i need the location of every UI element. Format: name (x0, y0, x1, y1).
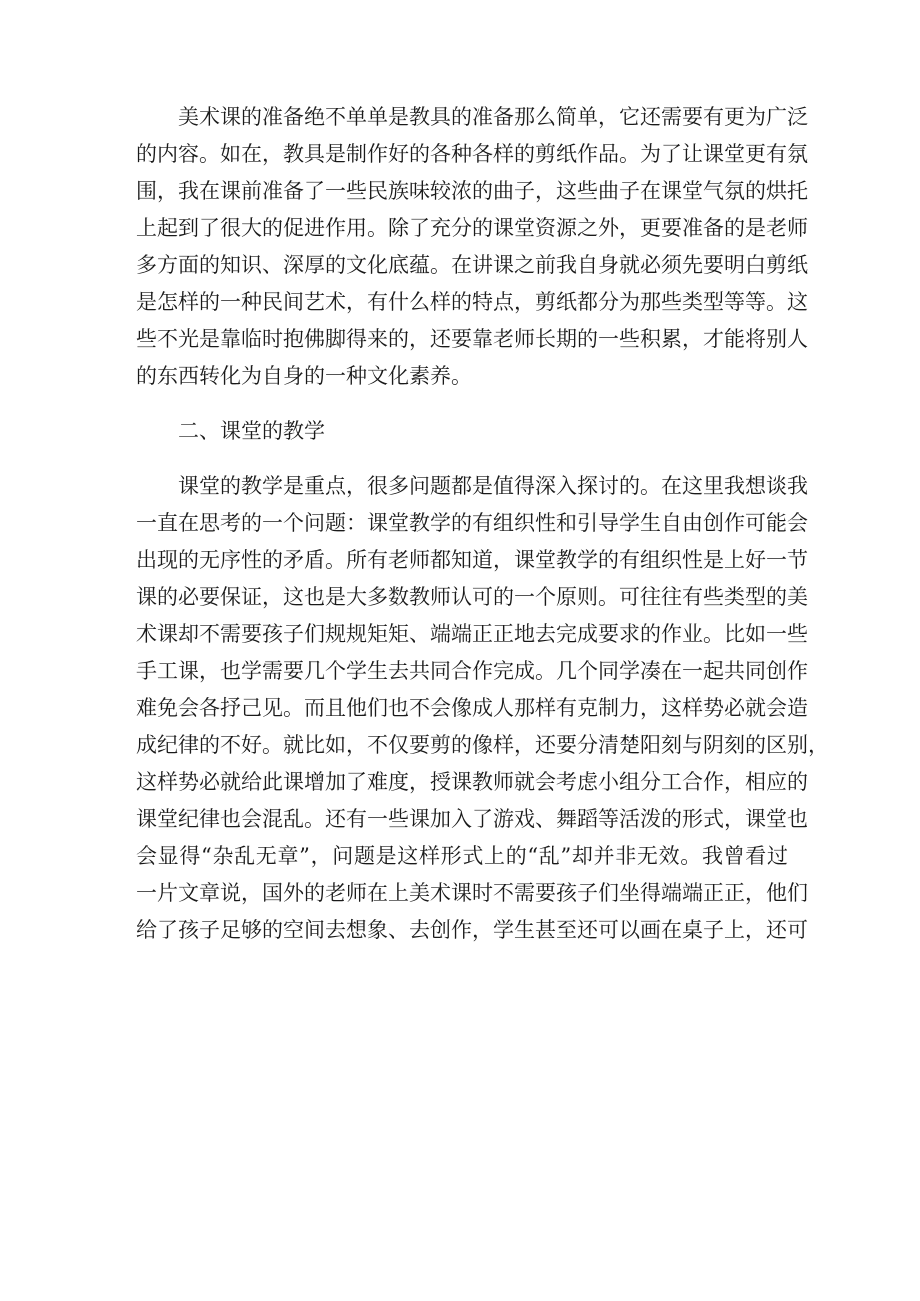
text-line: 是怎样的一种民间艺术，有什么样的特点，剪纸都分为那些类型等等。这 (136, 290, 808, 314)
text-line: 一片文章说，国外的老师在上美术课时不需要孩子们坐得端端正正，他们 (136, 881, 808, 905)
text-line: 难免会各抒己见。而且他们也不会像成人那样有克制力，这样势必就会造 (136, 696, 808, 720)
document-body (136, 100, 829, 950)
text-line: 课堂纪律也会混乱。还有一些课加入了游戏、舞蹈等活泼的形式，课堂也 (136, 807, 808, 831)
text-line: 成纪律的不好。就比如，不仅要剪的像样，还要分清楚阳刻与阴刻的区别， (136, 733, 829, 757)
text-line: 些不光是靠临时抱佛脚得来的，还要靠老师长期的一些积累，才能将别人 (136, 327, 808, 351)
text-line: 给了孩子足够的空间去想象、去创作，学生甚至还可以画在桌子上，还可 (136, 918, 808, 942)
paragraph-preparation (136, 100, 808, 396)
text-line: 课的必要保证，这也是大多数教师认可的一个原则。可往往有些类型的美 (136, 585, 808, 609)
text-line: 出现的无序性的矛盾。所有老师都知道，课堂教学的有组织性是上好一节 (136, 548, 808, 572)
text-line: 课堂的教学是重点，很多问题都是值得深入探讨的。在这里我想谈我 (178, 474, 808, 498)
text-line: 会显得“杂乱无章”，问题是这样形式上的“乱”却并非无效。我曾看过 (136, 844, 788, 868)
paragraph-classroom-teaching (136, 469, 829, 950)
text-line: 美术课的准备绝不单单是教具的准备那么简单，它还需要有更为广泛 (178, 105, 808, 129)
text-line: 的东西转化为自身的一种文化素养。 (136, 364, 472, 388)
paragraph-gap (136, 396, 788, 414)
text-line: 术课却不需要孩子们规规矩矩、端端正正地去完成要求的作业。比如一些 (136, 622, 808, 646)
text-line: 围，我在课前准备了一些民族味较浓的曲子，这些曲子在课堂气氛的烘托 (136, 179, 808, 203)
text-line: 上起到了很大的促进作用。除了充分的课堂资源之外，更要准备的是老师 (136, 216, 808, 240)
text-line: 手工课，也学需要几个学生去共同合作完成。几个同学凑在一起共同创作 (136, 659, 808, 683)
section-heading: 二、课堂的教学 (178, 419, 325, 443)
text-line: 一直在思考的一个问题：课堂教学的有组织性和引导学生自由创作可能会 (136, 511, 808, 535)
text-line: 多方面的知识、深厚的文化底蕴。在讲课之前我自身就必须先要明白剪纸 (136, 253, 808, 277)
paragraph-gap (136, 451, 788, 469)
text-line: 这样势必就给此课增加了难度，授课教师就会考虑小组分工合作，相应的 (136, 770, 808, 794)
text-line: 的内容。如在，教具是制作好的各种各样的剪纸作品。为了让课堂更有氛 (136, 142, 808, 166)
